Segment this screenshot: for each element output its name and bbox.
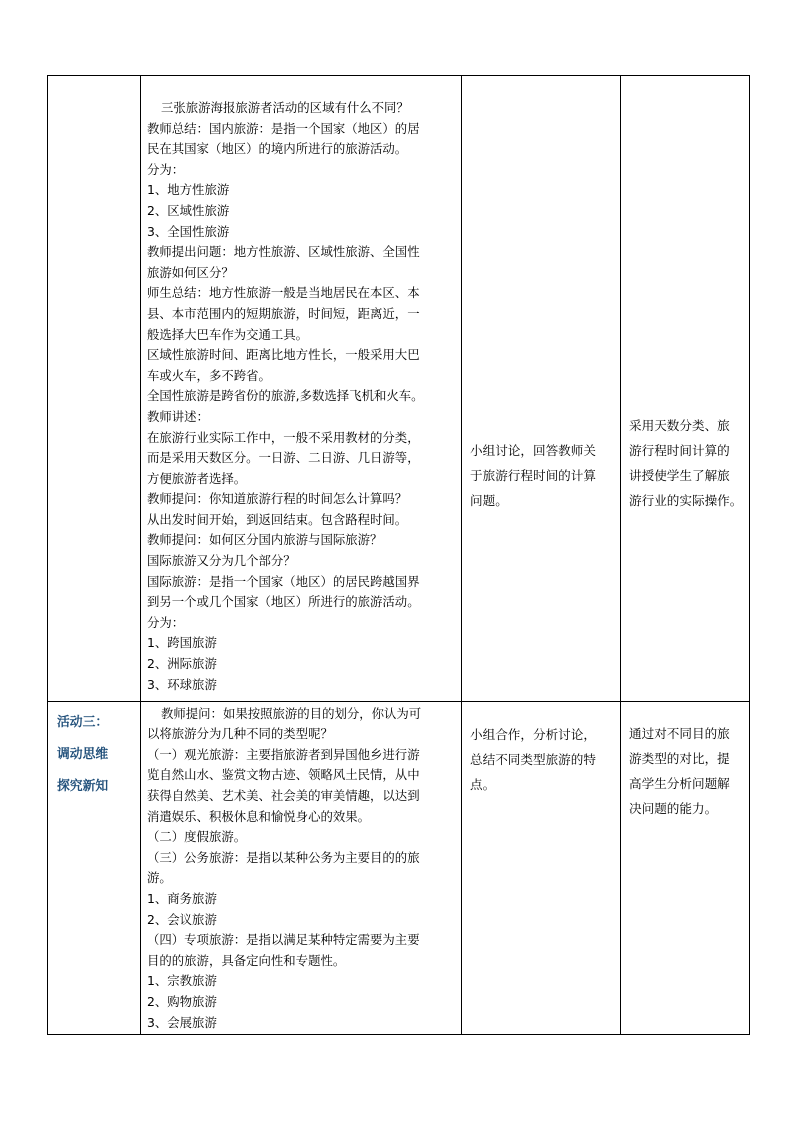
content-line: 1、跨国旅游 — [147, 635, 217, 651]
student-line: 小组讨论，回答教师关 — [470, 443, 596, 458]
content-line: （三）公务旅游：是指以某种公务为主要目的的旅 — [147, 849, 420, 865]
content-line: 在旅游行业实际工作中，一般不采用教材的分类， — [147, 429, 420, 445]
content-line: 国际旅游：是指一个国家（地区）的居民跨越国界 — [147, 573, 420, 589]
content-line: 车或火车，多不跨省。 — [147, 367, 271, 383]
student-line: 总结不同类型旅游的特 — [470, 751, 596, 767]
content-line: 教师总结：国内旅游：是指一个国家（地区）的居 — [147, 120, 420, 136]
content-line: 般选择大巴车作为交通工具。 — [147, 326, 309, 342]
teacher-content-cell — [141, 76, 462, 702]
purpose-line: 游行业的实际操作。 — [629, 493, 743, 508]
student-activity-cell — [462, 76, 621, 702]
content-line: 2、洲际旅游 — [147, 656, 217, 672]
purpose-line: 游行程时间计算的 — [629, 443, 730, 458]
student-line: 小组合作，分析讨论， — [470, 726, 596, 742]
content-line: 分为： — [147, 161, 185, 177]
content-line: 而是采用天数区分。一日游、二日游、几日游等， — [147, 450, 420, 466]
content-line: 分为： — [147, 614, 185, 630]
design-purpose-cell — [621, 76, 750, 702]
content-line: 教师提问：如何区分国内旅游与国际旅游？ — [147, 532, 383, 548]
purpose-line: 采用天数分类、旅 — [629, 418, 730, 433]
content-line: 师生总结：地方性旅游一般是当地居民在本区、本 — [147, 285, 420, 301]
table-row — [48, 701, 750, 1034]
content-line: 览自然山水、鉴赏文物古迹、领略风土民情，从中 — [147, 767, 420, 783]
content-line: 2、购物旅游 — [147, 993, 217, 1009]
activity-label-cell — [48, 76, 141, 702]
content-line: （四）专项旅游：是指以满足某种特定需要为主要 — [147, 932, 420, 948]
content-line: 消遣娱乐、积极休息和愉悦身心的效果。 — [147, 808, 371, 824]
student-line: 点。 — [470, 776, 496, 792]
content-line: 2、区域性旅游 — [147, 202, 230, 218]
purpose-line: 讲授使学生了解旅 — [629, 468, 730, 483]
content-line: 获得自然美、艺术美、社会美的审美情趣，以达到 — [147, 788, 420, 804]
content-line: 国际旅游又分为几个部分？ — [147, 553, 296, 569]
content-line: 三张旅游海报旅游者活动的区域有什么不同？ — [161, 100, 409, 115]
label-line: 活动三： — [57, 714, 109, 730]
label-line: 调动思维 — [57, 746, 109, 762]
content-line: 教师提出问题：地方性旅游、区域性旅游、全国性 — [147, 244, 420, 260]
purpose-line: 游类型的对比，提 — [629, 750, 730, 766]
teacher-content — [141, 76, 461, 695]
teacher-content-cell — [141, 701, 462, 1034]
content-line: （二）度假旅游。 — [147, 829, 247, 845]
content-line: 教师讲述： — [147, 408, 209, 424]
student-line: 于旅游行程时间的计算 — [470, 468, 596, 483]
student-activity-cell — [462, 701, 621, 1034]
purpose-line: 高学生分析问题解 — [629, 775, 730, 791]
content-line: 2、会议旅游 — [147, 911, 217, 927]
content-line: 3、会展旅游 — [147, 1014, 217, 1030]
design-purpose — [621, 702, 749, 821]
content-line: 1、宗教旅游 — [147, 973, 217, 989]
content-line: 到另一个或几个国家（地区）所进行的旅游活动。 — [147, 594, 420, 610]
content-line: 县、本市范围内的短期旅游，时间短，距离近，一 — [147, 305, 420, 321]
content-line: 目的的旅游，具备定向性和专题性。 — [147, 952, 346, 968]
activity-label — [48, 702, 140, 803]
content-line: 以将旅游分为几种不同的类型呢？ — [147, 726, 333, 742]
content-line: 旅游如何区分？ — [147, 264, 234, 280]
design-purpose-cell — [621, 701, 750, 1034]
content-line: 民在其国家（地区）的境内所进行的旅游活动。 — [147, 141, 408, 157]
content-line: 3、全国性旅游 — [147, 223, 230, 239]
content-line: （一）观光旅游：主要指旅游者到异国他乡进行游 — [147, 746, 420, 762]
activity-label-cell — [48, 701, 141, 1034]
purpose-line: 通过对不同目的旅 — [629, 725, 730, 741]
content-line: 3、环球旅游 — [147, 676, 217, 692]
design-purpose — [621, 76, 749, 513]
content-line: 区域性旅游时间、距离比地方性长，一般采用大巴 — [147, 347, 420, 363]
table-row — [48, 76, 750, 702]
student-line: 问题。 — [470, 493, 508, 508]
content-line: 教师提问：你知道旅游行程的时间怎么计算吗？ — [147, 491, 408, 507]
teacher-content — [141, 702, 461, 1034]
content-line: 从出发时间开始，到返回结束。包含路程时间。 — [147, 511, 408, 527]
content-line: 教师提问：如果按照旅游的目的划分，你认为可 — [161, 705, 422, 721]
lesson-plan-table — [47, 75, 750, 1035]
purpose-line: 决问题的能力。 — [629, 800, 718, 816]
student-activity — [462, 76, 620, 513]
student-activity — [462, 702, 620, 797]
label-line: 探究新知 — [57, 778, 109, 794]
content-line: 游。 — [147, 870, 172, 886]
content-line: 全国性旅游是跨省份的旅游,多数选择飞机和火车。 — [147, 388, 424, 404]
content-line: 方便旅游者选择。 — [147, 470, 247, 486]
content-line: 1、地方性旅游 — [147, 182, 230, 198]
content-line: 1、商务旅游 — [147, 890, 217, 906]
